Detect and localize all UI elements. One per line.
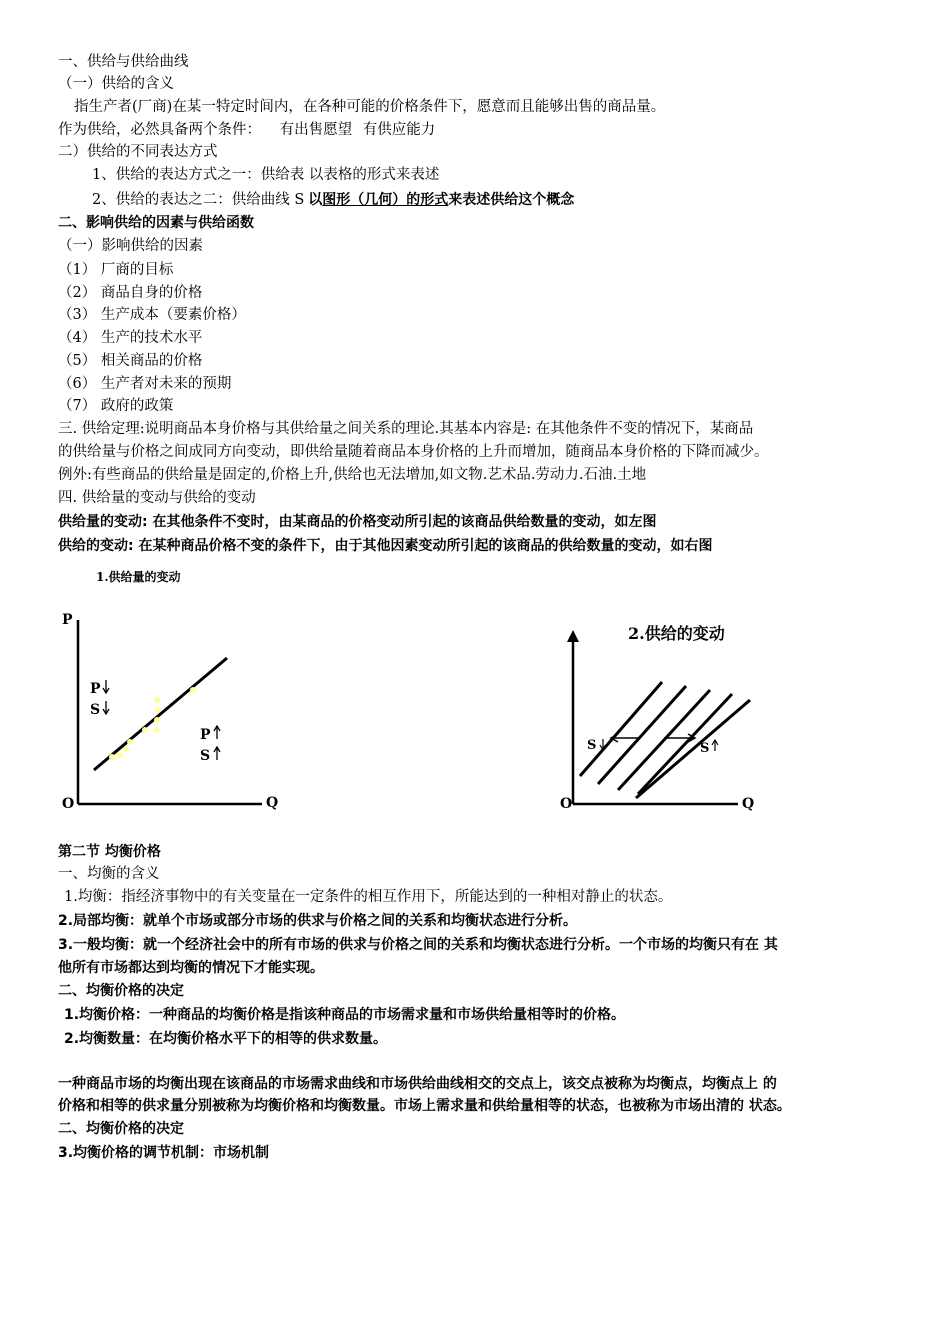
subheading-supply-meaning: （一）供给的含义 xyxy=(58,76,174,92)
adjustment-mechanism: 3.均衡价格的调节机制：市场机制 xyxy=(58,1145,270,1161)
way2-yi: 以 xyxy=(308,192,323,208)
fig1-axis-q: Q xyxy=(266,795,279,811)
supply-definition: 指生产者(厂商)在某一特定时间内，在各种可能的价格条件下，愿意而且能够出售的商品量。 xyxy=(74,99,666,115)
conditions-label: 作为供给，必然具备两个条件： xyxy=(58,122,261,138)
factor-item: （6） 生产者对未来的预期 xyxy=(58,376,232,392)
chart-quantity-supplied-change xyxy=(50,562,300,817)
fig1-axis-p: P xyxy=(62,612,73,628)
general-equilibrium-line-1: 3.一般均衡：就一个经济社会中的所有市场的供求与价格之间的关系和均衡状态进行分析。一个市场的均衡只有在 其 xyxy=(58,937,778,953)
subheading-price-determination: 二、均衡价格的决定 xyxy=(58,983,184,999)
chart-supply-change xyxy=(550,618,770,818)
fig2-supply-curves xyxy=(580,682,750,798)
subheading-equilibrium-meaning: 一、均衡的含义 xyxy=(58,866,160,882)
factor-item: （2） 商品自身的价格 xyxy=(58,285,203,301)
subheading-expressions: 二）供给的不同表达方式 xyxy=(58,144,218,160)
section-four-title: 四. 供给量的变动与供给的变动 xyxy=(58,490,256,506)
way2-prefix: 2、供给的表达之二：供给曲线 S xyxy=(92,192,305,208)
fig1-supply-up-label: S xyxy=(200,748,211,764)
expression-way-1: 1、供给的表达方式之一：供给表 以表格的形式来表述 xyxy=(92,167,440,183)
factor-item: （1） 厂商的目标 xyxy=(58,262,174,278)
fig2-right-label: S xyxy=(700,741,710,756)
chapter-title-equilibrium: 第二节 均衡价格 xyxy=(58,844,161,860)
equilibrium-paragraph-line-2: 价格和相等的供求量分别被称为均衡价格和均衡数量。市场上需求量和供给量相等的状态，也被称为市场出清的 状态。 xyxy=(58,1098,791,1114)
supply-law-exception: 例外:有些商品的供给量是固定的,价格上升,供给也无法增加,如文物.艺术品.劳动力.石油.土地 xyxy=(58,467,647,483)
subheading-price-determination-2: 二、均衡价格的决定 xyxy=(58,1121,184,1137)
factor-item: （4） 生产的技术水平 xyxy=(58,330,203,346)
fig1-origin: O xyxy=(62,796,75,812)
supply-conditions xyxy=(58,120,435,140)
equilibrium-paragraph-line-1: 一种商品市场的均衡出现在该商品的市场需求曲线和市场供给曲线相交的交点上，该交点被称为均衡点，均衡点上 的 xyxy=(58,1076,777,1092)
equilibrium-definition: 1.均衡：指经济事物中的有关变量在一定条件的相互作用下，所能达到的一种相对静止的状态。 xyxy=(64,889,673,905)
factor-item: （7） 政府的政策 xyxy=(58,398,174,414)
partial-equilibrium: 2.局部均衡：就单个市场或部分市场的供求与价格之间的关系和均衡状态进行分析。 xyxy=(58,913,578,929)
fig2-left-label: S xyxy=(587,738,597,753)
general-equilibrium-line-2: 他所有市场都达到均衡的情况下才能实现。 xyxy=(58,960,324,976)
supply-law-line-2: 的供给量与价格之间成同方向变动，即供给量随着商品本身价格的上升而增加，随商品本身价格的下降而减少。 xyxy=(58,444,769,460)
condition-2: 有供应能力 xyxy=(362,122,436,138)
section-title-factors: 二、影响供给的因素与供给函数 xyxy=(58,215,254,231)
equilibrium-quantity-def: 2.均衡数量：在均衡价格水平下的相等的供求数量。 xyxy=(64,1031,388,1047)
equilibrium-price-def: 1.均衡价格：一种商品的均衡价格是指该种商品的市场需求量和市场供给量相等时的价格。 xyxy=(64,1007,626,1023)
way2-underlined: 图形（几何）的形式 xyxy=(322,192,449,208)
fig1-title: 1.供给量的变动 xyxy=(96,570,181,584)
fig2-title: 2.供给的变动 xyxy=(628,624,725,643)
fig1-price-down-label: P xyxy=(90,681,101,697)
factor-item: （3） 生产成本（要素价格） xyxy=(58,307,246,323)
arrow-up-icon xyxy=(567,630,579,642)
factor-item: （5） 相关商品的价格 xyxy=(58,353,203,369)
fig1-highlight-dots xyxy=(109,687,196,760)
fig1-supply-down-label: S xyxy=(90,702,101,718)
supply-change: 供给的变动: 在某种商品价格不变的条件下，由于其他因素变动所引起的该商品的供给数量的变动，如右图 xyxy=(58,538,713,554)
condition-1: 有出售愿望 xyxy=(279,122,353,138)
quantity-supplied-change: 供给量的变动: 在其他条件不变时，由某商品的价格变动所引起的该商品供给数量的变动，如左图 xyxy=(58,514,657,530)
way2-suffix: 来表述供给这个概念 xyxy=(448,192,575,208)
fig2-axis-q: Q xyxy=(742,796,755,812)
supply-law-line-1: 三. 供给定理:说明商品本身价格与其供给量之间关系的理论.其基本内容是: 在其他条件不变的情况下，某商品 xyxy=(58,421,754,437)
fig2-origin: O xyxy=(560,796,573,812)
subheading-factors: （一）影响供给的因素 xyxy=(58,238,203,254)
fig1-price-up-label: P xyxy=(200,727,211,743)
section-title-supply: 一、供给与供给曲线 xyxy=(58,54,189,70)
expression-way-2 xyxy=(92,190,574,210)
